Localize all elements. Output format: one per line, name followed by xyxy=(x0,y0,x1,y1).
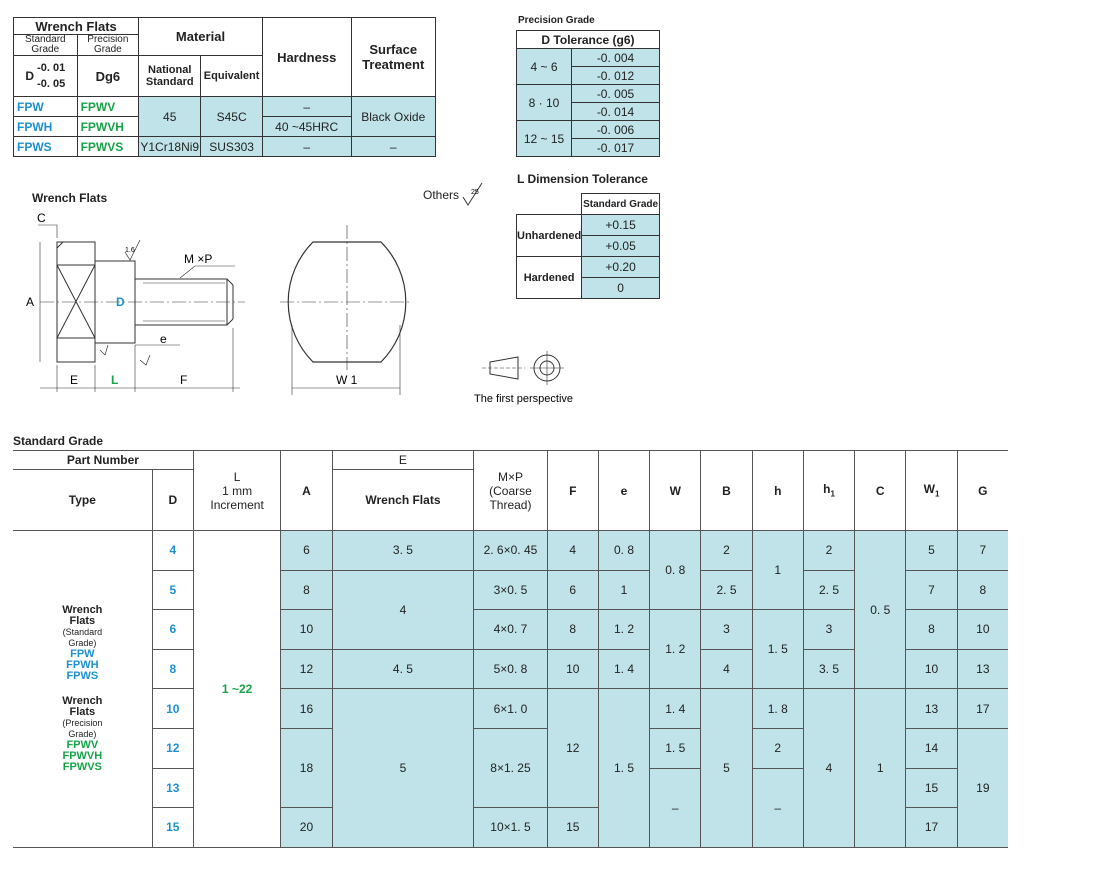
c-value-10-15: 1 xyxy=(855,689,906,847)
h-value-4-5: 1 xyxy=(752,531,803,610)
l-tolerance-title: L Dimension Tolerance xyxy=(517,172,648,186)
w-value-10: 1. 4 xyxy=(650,689,701,729)
wrench-flats-header: Wrench Flats xyxy=(14,18,139,35)
g-value-12-15: 19 xyxy=(957,728,1008,847)
e-small-label: e xyxy=(160,332,167,346)
d-value-12: 12 xyxy=(152,728,193,768)
hardness-header: Hardness xyxy=(262,18,351,97)
d-value-15: 15 xyxy=(152,808,193,848)
l-header-text: L xyxy=(233,469,241,484)
a-value-6: 10 xyxy=(281,610,332,650)
d-value-5: 5 xyxy=(152,570,193,610)
c-header: C xyxy=(855,451,906,531)
type-code-fpwh: FPWH xyxy=(66,658,99,671)
l-dim-label: L xyxy=(111,373,119,387)
h1-value-8: 3. 5 xyxy=(803,649,854,689)
a-label: A xyxy=(26,295,35,309)
f-header: F xyxy=(547,451,598,531)
h-value-13-15: – xyxy=(752,768,803,847)
b-value-4: 2 xyxy=(701,531,752,571)
mxp-header-sub1: (Coarse xyxy=(489,483,532,498)
d-tol-upper: -0. 01 xyxy=(37,62,66,74)
surface-treatment-header: Surface Treatment xyxy=(351,18,436,97)
mxp-value-6: 4×0. 7 xyxy=(474,610,547,650)
g-value-5: 8 xyxy=(957,570,1008,610)
w-value-6-8: 1. 2 xyxy=(650,610,701,689)
g-value-4: 7 xyxy=(957,531,1008,571)
c-label: C xyxy=(37,211,46,225)
a-value-5: 8 xyxy=(281,570,332,610)
hardness-fpws: – xyxy=(262,137,351,157)
d-range-1: 4 ~ 6 xyxy=(517,49,572,85)
d-range-3: 12 ~ 15 xyxy=(517,121,572,157)
w-value-13-15: – xyxy=(650,768,701,847)
l-header xyxy=(193,451,280,531)
standard-grade-header: Standard Grade xyxy=(14,35,78,56)
eq-sus303: SUS303 xyxy=(201,137,263,157)
type-prec-title2: Flats xyxy=(69,705,96,718)
w1-value-6: 8 xyxy=(906,610,957,650)
others-label: Others xyxy=(423,188,460,202)
type-std-sub2: Grade) xyxy=(68,637,97,648)
mxp-value-4: 2. 6×0. 45 xyxy=(474,531,547,571)
b-header: B xyxy=(701,451,752,531)
d-dim-label: D xyxy=(116,295,125,309)
material-header: Material xyxy=(139,18,263,56)
d-upper-3: -0. 006 xyxy=(572,121,660,139)
d-value-4: 4 xyxy=(152,531,193,571)
es-value-4: 0. 8 xyxy=(598,531,649,571)
b-value-6: 3 xyxy=(701,610,752,650)
w1-value-8: 10 xyxy=(906,649,957,689)
standard-grade-caption: Standard Grade xyxy=(13,434,104,448)
d-value-8: 8 xyxy=(152,649,193,689)
roughness-label: 1.6 xyxy=(125,247,135,254)
e-value-10-15: 5 xyxy=(332,689,474,847)
d-lower-1: -0. 012 xyxy=(572,67,660,85)
d-upper-1: -0. 004 xyxy=(572,49,660,67)
f-value-6: 8 xyxy=(547,610,598,650)
c-value-4-8: 0. 5 xyxy=(855,531,906,689)
material-table xyxy=(13,17,436,157)
es-value-5: 1 xyxy=(598,570,649,610)
d-tolerance-title: D Tolerance (g6) xyxy=(517,31,660,49)
national-standard-header: National Standard xyxy=(139,56,201,97)
type-code-fpws: FPWS xyxy=(66,669,99,682)
code-fpwv: FPWV xyxy=(77,97,139,117)
l-header-sub: 1 mm Increment xyxy=(210,483,264,512)
type-code-fpwv: FPWV xyxy=(66,738,99,751)
w-header: W xyxy=(650,451,701,531)
a-value-4: 6 xyxy=(281,531,332,571)
hardness-fpw: – xyxy=(262,97,351,117)
standard-grade-table xyxy=(13,450,1008,848)
b-value-5: 2. 5 xyxy=(701,570,752,610)
f-value-4: 4 xyxy=(547,531,598,571)
d-lower-3: -0. 017 xyxy=(572,139,660,157)
f-value-8: 10 xyxy=(547,649,598,689)
d-value-6: 6 xyxy=(152,610,193,650)
mxp-value-15: 10×1. 5 xyxy=(474,808,547,848)
w1-value-10: 13 xyxy=(906,689,957,729)
w1-value-12: 14 xyxy=(906,728,957,768)
a-value-15: 20 xyxy=(281,808,332,848)
code-fpw: FPW xyxy=(14,97,78,117)
w1-value-13: 15 xyxy=(906,768,957,808)
f-value-15: 15 xyxy=(547,808,598,848)
b-value-8: 4 xyxy=(701,649,752,689)
es-value-8: 1. 4 xyxy=(598,649,649,689)
d-label: D xyxy=(25,69,35,83)
code-fpwh: FPWH xyxy=(14,117,78,137)
eq-s45c: S45C xyxy=(201,97,263,137)
f-dim-label: F xyxy=(180,373,188,387)
d-range-2: 8 · 10 xyxy=(517,85,572,121)
d-value-10: 10 xyxy=(152,689,193,729)
h1-value-4: 2 xyxy=(803,531,854,571)
w1-value-4: 5 xyxy=(906,531,957,571)
hardness-fpwh: 40 ~45HRC xyxy=(262,117,351,137)
e-dim-label: E xyxy=(70,373,79,387)
hardened-upper: +0.20 xyxy=(582,257,660,278)
mxp-header xyxy=(474,451,547,531)
mxp-header-sub2: Thread) xyxy=(489,497,532,512)
h-value-10: 1. 8 xyxy=(752,689,803,729)
type-prec-sub1: (Precision xyxy=(62,717,103,728)
equivalent-header: Equivalent xyxy=(201,56,263,97)
h1-value-6: 3 xyxy=(803,610,854,650)
es-value-10-15: 1. 5 xyxy=(598,689,649,847)
h1-value-5: 2. 5 xyxy=(803,570,854,610)
type-code-fpw: FPW xyxy=(70,647,95,660)
type-prec-sub2: Grade) xyxy=(68,728,97,739)
l-standard-grade: Standard Grade xyxy=(582,194,660,215)
code-fpwvh: FPWVH xyxy=(77,117,139,137)
w-value-4-5: 0. 8 xyxy=(650,531,701,610)
mxp-value-12-13: 8×1. 25 xyxy=(474,728,547,807)
part-number-header: Part Number xyxy=(13,451,193,470)
type-code-fpwvs: FPWVS xyxy=(62,760,102,773)
e-value-4: 3. 5 xyxy=(332,531,474,571)
w1-header-sub: 1 xyxy=(934,489,940,499)
d-upper-2: -0. 005 xyxy=(572,85,660,103)
surface-black-oxide: Black Oxide xyxy=(351,97,436,137)
mxp-label: M ×P xyxy=(184,252,213,266)
l-range: 1 ~22 xyxy=(193,531,280,848)
d-header: D xyxy=(152,470,193,531)
h-value-6-8: 1. 5 xyxy=(752,610,803,689)
d-value-13: 13 xyxy=(152,768,193,808)
e-sub-header: Wrench Flats xyxy=(332,470,474,531)
mxp-value-5: 3×0. 5 xyxy=(474,570,547,610)
mxp-value-8: 5×0. 8 xyxy=(474,649,547,689)
type-std-sub1: (Standard xyxy=(62,626,103,637)
g-value-8: 13 xyxy=(957,649,1008,689)
d-lower-2: -0. 014 xyxy=(572,103,660,121)
es-value-6: 1. 2 xyxy=(598,610,649,650)
code-fpwvs: FPWVS xyxy=(77,137,139,157)
f-value-5: 6 xyxy=(547,570,598,610)
e-small-header: e xyxy=(598,451,649,531)
type-code-fpwvh: FPWVH xyxy=(62,749,103,762)
a-value-10: 16 xyxy=(281,689,332,729)
e-header: E xyxy=(332,451,474,470)
mxp-value-10: 6×1. 0 xyxy=(474,689,547,729)
w1-value-15: 17 xyxy=(906,808,957,848)
mxp-header-text: M×P xyxy=(497,469,523,484)
h1-header-text: h xyxy=(823,482,831,497)
wrench-flats-drawing xyxy=(0,180,600,410)
type-cell xyxy=(13,531,152,848)
drawing-title: Wrench Flats xyxy=(32,191,108,205)
h1-header xyxy=(803,451,854,531)
h-header: h xyxy=(752,451,803,531)
w1-dim-label: W 1 xyxy=(336,373,358,387)
dg6-label: Dg6 xyxy=(77,56,139,97)
g-value-10: 17 xyxy=(957,689,1008,729)
g-header: G xyxy=(957,451,1008,531)
type-header: Type xyxy=(13,470,152,531)
unhardened-label: Unhardened xyxy=(517,215,582,257)
g-value-6: 10 xyxy=(957,610,1008,650)
type-std-title2: Flats xyxy=(69,614,96,627)
code-fpws: FPWS xyxy=(14,137,78,157)
type-prec-title1: Wrench xyxy=(62,694,103,707)
f-value-10-13: 12 xyxy=(547,689,598,808)
h1-header-sub: 1 xyxy=(830,489,835,499)
e-value-5-6: 4 xyxy=(332,570,474,649)
unhardened-upper: +0.15 xyxy=(582,215,660,236)
surface-fpws: – xyxy=(351,137,436,157)
nat-y1cr18ni9: Y1Cr18Ni9 xyxy=(139,137,201,157)
d-tol-lower: -0. 05 xyxy=(37,78,66,90)
unhardened-lower: +0.05 xyxy=(582,236,660,257)
b-value-10-15: 5 xyxy=(701,689,752,847)
perspective-label: The first perspective xyxy=(474,393,574,405)
w1-header xyxy=(906,451,957,531)
a-value-12-13: 18 xyxy=(281,728,332,807)
a-header: A xyxy=(281,451,332,531)
w1-header-text: W xyxy=(923,482,935,497)
hardened-label: Hardened xyxy=(517,257,582,299)
d-tolerance-table xyxy=(516,30,660,157)
type-std-title1: Wrench xyxy=(62,603,103,616)
w1-value-5: 7 xyxy=(906,570,957,610)
precision-grade-caption: Precision Grade xyxy=(518,15,595,26)
hardened-lower: 0 xyxy=(582,278,660,299)
nat-45: 45 xyxy=(139,97,201,137)
a-value-8: 12 xyxy=(281,649,332,689)
h-value-12: 2 xyxy=(752,728,803,768)
e-value-8: 4. 5 xyxy=(332,649,474,689)
others-roughness-value: 25 xyxy=(471,189,479,196)
w-value-12: 1. 5 xyxy=(650,728,701,768)
d-tolerance-cell xyxy=(14,56,78,97)
h1-value-10-15: 4 xyxy=(803,689,854,847)
precision-grade-header: Precision Grade xyxy=(77,35,139,56)
